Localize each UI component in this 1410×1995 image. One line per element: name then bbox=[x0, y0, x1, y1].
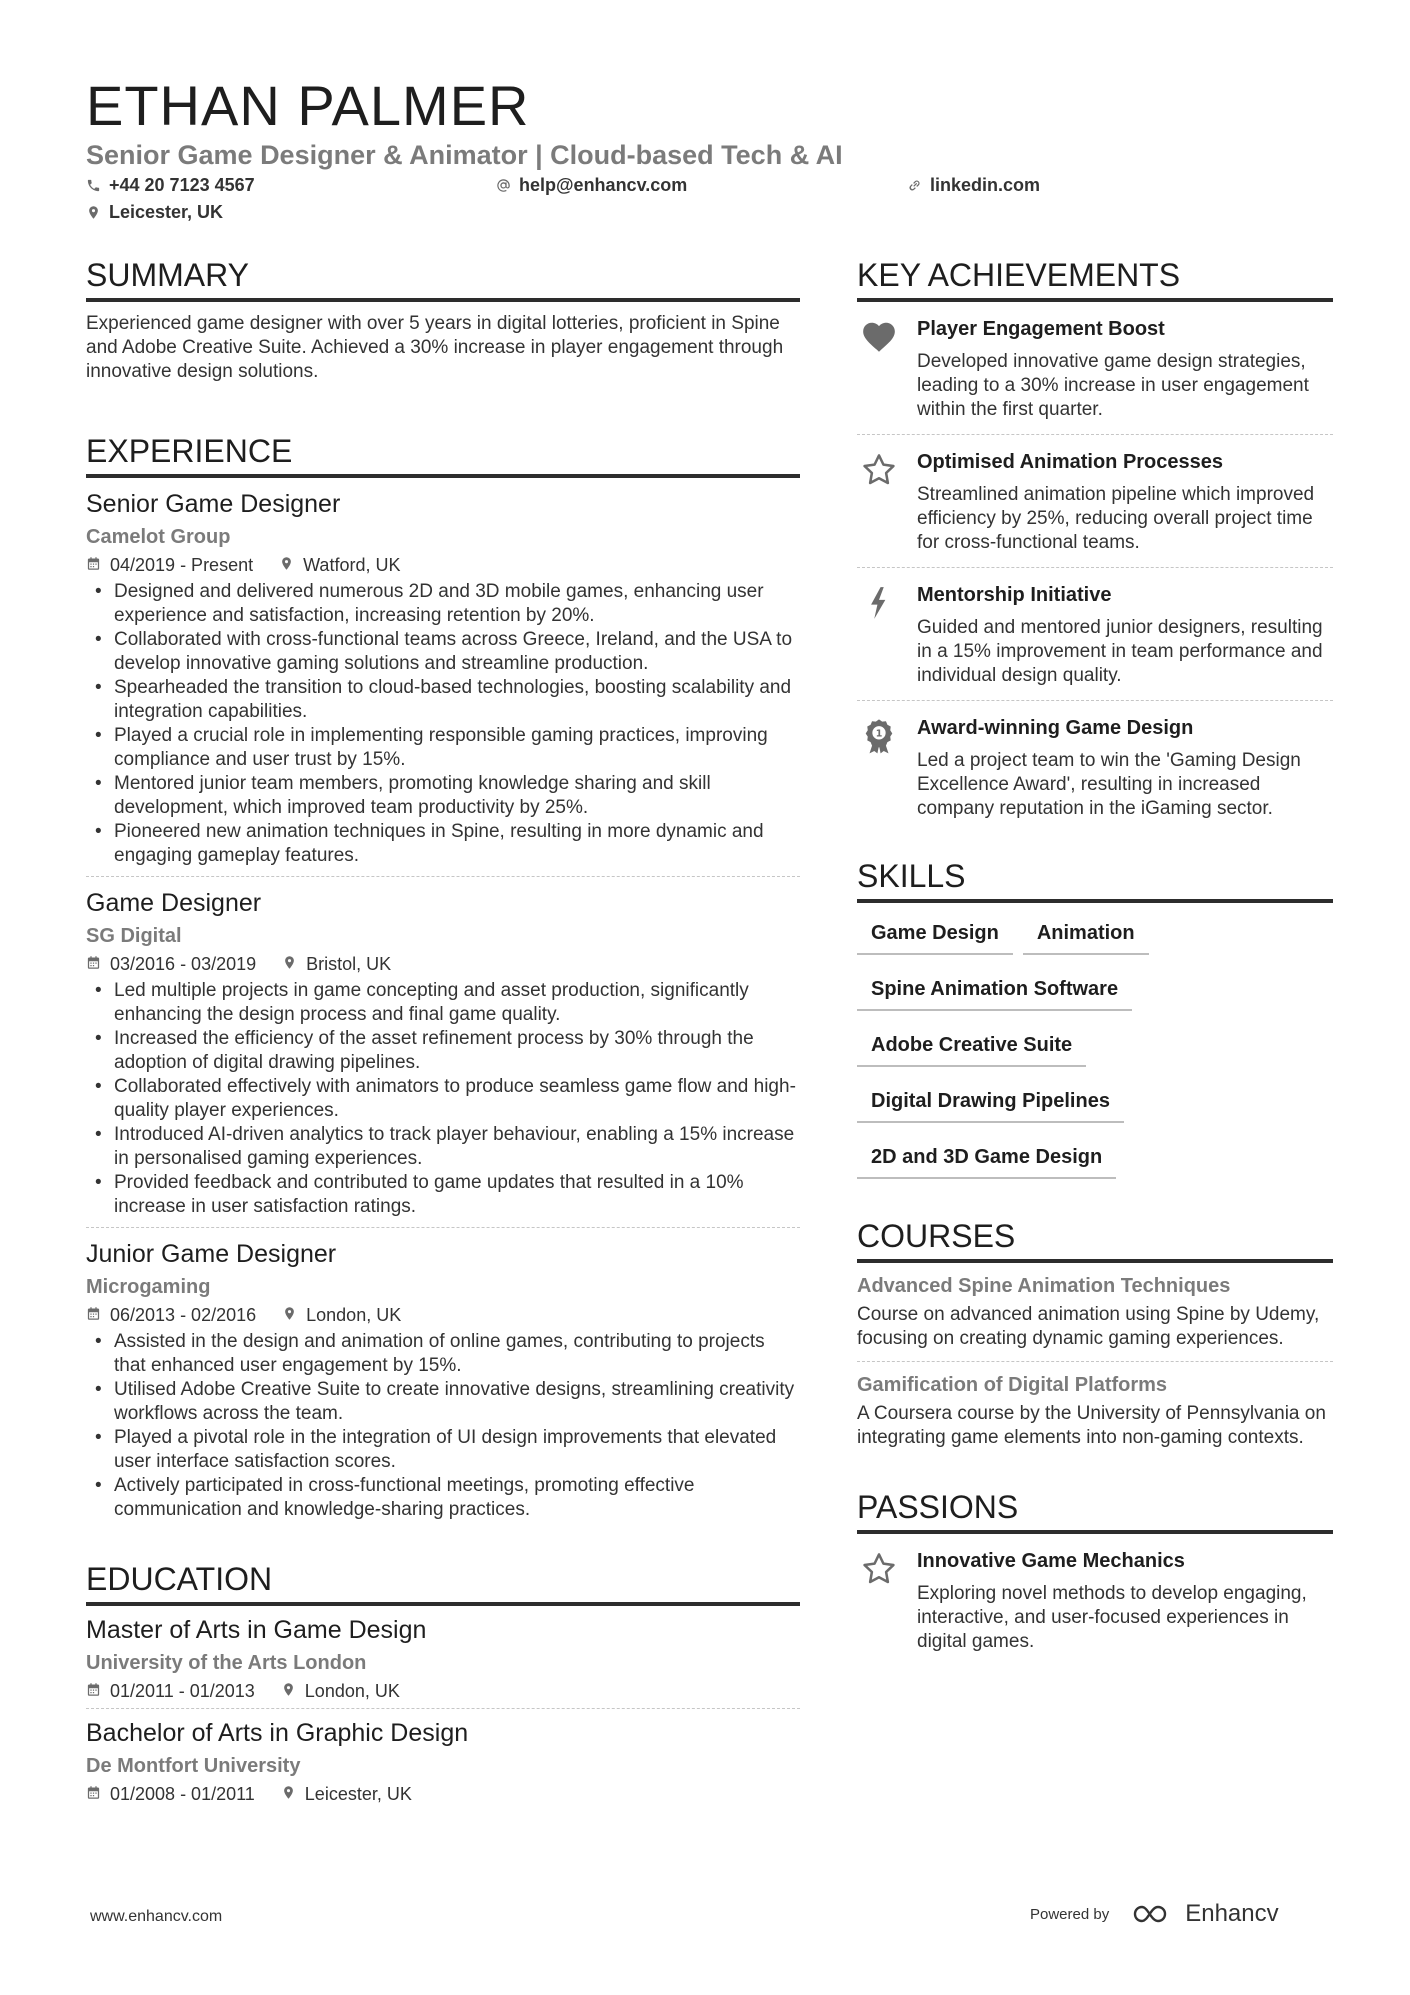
location-text: Leicester, UK bbox=[304, 1784, 412, 1804]
heart-icon bbox=[857, 316, 901, 422]
location-pin-icon bbox=[282, 1304, 297, 1326]
skill-tag: Game Design bbox=[857, 913, 1013, 955]
bullet-item: • Provided feedback and contributed to game updates that resulted in a 10% increase in user satisfaction ratings. bbox=[86, 1171, 800, 1219]
achievement-title: Innovative Game Mechanics bbox=[917, 1550, 1185, 1572]
achievement-title: Mentorship Initiative bbox=[917, 584, 1112, 606]
school-name: University of the Arts London bbox=[86, 1652, 367, 1674]
jobs-list bbox=[86, 478, 800, 1530]
dates-text: 01/2008 - 01/2011 bbox=[110, 1784, 255, 1804]
contact-email[interactable] bbox=[496, 174, 687, 196]
dates-text: 04/2019 - Present bbox=[110, 555, 254, 575]
dates bbox=[86, 1304, 256, 1326]
achievement-desc: Led a project team to win the 'Gaming Design Excellence Award', resulting in increased company reputation in the iGaming sector. bbox=[917, 750, 1301, 819]
dates bbox=[86, 1680, 255, 1702]
company-name: SG Digital bbox=[86, 925, 182, 947]
bullet-item: • Introduced AI-driven analytics to track player behaviour, enabling a 15% increase in personalised gaming experiences. bbox=[86, 1123, 800, 1171]
calendar-icon bbox=[86, 554, 101, 576]
achievements-heading: KEY ACHIEVEMENTS bbox=[857, 256, 1333, 302]
course-item bbox=[857, 1263, 1333, 1361]
job-bullets bbox=[86, 1330, 800, 1522]
achievement-desc: Exploring novel methods to develop engaging, interactive, and user-focused experiences in digital games. bbox=[917, 1583, 1307, 1652]
dates bbox=[86, 953, 256, 975]
passions-heading: PASSIONS bbox=[857, 1488, 1333, 1534]
degree: Bachelor of Arts in Graphic Design bbox=[86, 1719, 469, 1747]
email-text: help@enhancv.com bbox=[519, 175, 688, 195]
summary-section bbox=[86, 256, 800, 384]
summary-heading: SUMMARY bbox=[86, 256, 800, 302]
left-column bbox=[86, 256, 800, 1811]
location-text: London, UK bbox=[306, 1305, 402, 1325]
phone-icon bbox=[86, 178, 101, 193]
education-entry bbox=[86, 1606, 800, 1708]
achievement-desc: Guided and mentored junior designers, resulting in a 15% improvement in team performance and individual design quality. bbox=[917, 617, 1323, 686]
education-entry bbox=[86, 1708, 800, 1811]
location-text: Leicester, UK bbox=[109, 202, 224, 222]
date-location-row bbox=[86, 1304, 800, 1326]
achievement-desc: Streamlined animation pipeline which improved efficiency by 25%, reducing overall project time for cross-functional teams. bbox=[917, 484, 1315, 553]
location-pin-icon bbox=[281, 1783, 296, 1805]
svg-text:1: 1 bbox=[875, 728, 883, 740]
calendar-icon bbox=[86, 1304, 101, 1326]
bullet-item: • Collaborated with cross-functional teams across Greece, Ireland, and the USA to develop innovative gaming solutions and streamline production. bbox=[86, 628, 800, 676]
achievement-title: Player Engagement Boost bbox=[917, 318, 1165, 340]
location-text: Bristol, UK bbox=[306, 954, 392, 974]
summary-text: Experienced game designer with over 5 years in digital lotteries, proficient in Spine and Adobe Creative Suite. Achieved a 30% increase in player engagement through innovative design solutions. bbox=[86, 313, 784, 382]
job-entry bbox=[86, 478, 800, 876]
passions-section bbox=[857, 1488, 1333, 1666]
company-name: Camelot Group bbox=[86, 526, 231, 548]
bullet-item: • Actively participated in cross-functional meetings, promoting effective communication and knowledge-sharing practices. bbox=[86, 1474, 800, 1522]
achievement-title: Optimised Animation Processes bbox=[917, 451, 1224, 473]
job-title: Game Designer bbox=[86, 889, 262, 917]
candidate-name: ETHAN PALMER bbox=[86, 74, 530, 137]
degree: Master of Arts in Game Design bbox=[86, 1616, 427, 1644]
location bbox=[281, 1680, 400, 1702]
achievement-title: Award-winning Game Design bbox=[917, 717, 1194, 739]
bullet-item: • Led multiple projects in game concepting and asset production, significantly enhancing the design process and final game quality. bbox=[86, 979, 800, 1027]
achievement-body bbox=[917, 582, 1333, 688]
achievement-body bbox=[917, 449, 1333, 555]
star-icon bbox=[857, 449, 901, 555]
course-desc: Course on advanced animation using Spine by Udemy, focusing on creating dynamic gaming experiences. bbox=[857, 1304, 1320, 1349]
date-location-row bbox=[86, 1680, 800, 1702]
bullet-item: • Assisted in the design and animation of online games, contributing to projects that enhanced user engagement by 15%. bbox=[86, 1330, 800, 1378]
candidate-title: Senior Game Designer & Animator | Cloud-based Tech & AI bbox=[86, 140, 843, 170]
skill-tag: Digital Drawing Pipelines bbox=[857, 1081, 1124, 1123]
at-icon bbox=[496, 178, 511, 193]
company-name: Microgaming bbox=[86, 1276, 211, 1298]
bullet-item: • Utilised Adobe Creative Suite to create innovative designs, streamlining creativity workflows across the team. bbox=[86, 1378, 800, 1426]
dates-text: 01/2011 - 01/2013 bbox=[110, 1681, 255, 1701]
achievement-desc: Developed innovative game design strategies, leading to a 30% increase in user engagement within the first quarter. bbox=[917, 351, 1309, 420]
passions-list bbox=[857, 1534, 1333, 1666]
achievement-item bbox=[857, 700, 1333, 833]
achievement-body bbox=[917, 1548, 1333, 1654]
date-location-row bbox=[86, 554, 800, 576]
footer-website[interactable]: www.enhancv.com bbox=[90, 1908, 223, 1925]
dates-text: 06/2013 - 02/2016 bbox=[110, 1305, 257, 1325]
dates bbox=[86, 554, 253, 576]
contact-linkedin[interactable] bbox=[907, 174, 1040, 196]
location bbox=[281, 1783, 412, 1805]
achievement-item bbox=[857, 434, 1333, 567]
bullet-item: • Pioneered new animation techniques in Spine, resulting in more dynamic and engaging gameplay features. bbox=[86, 820, 800, 868]
achievement-item bbox=[857, 1534, 1333, 1666]
date-location-row bbox=[86, 953, 800, 975]
bullet-item: • Played a pivotal role in the integration of UI design improvements that elevated user interface satisfaction scores. bbox=[86, 1426, 800, 1474]
education-section bbox=[86, 1560, 800, 1811]
job-bullets bbox=[86, 580, 800, 868]
location-pin-icon bbox=[86, 205, 101, 220]
linkedin-text: linkedin.com bbox=[930, 175, 1041, 195]
bullet-item: • Played a crucial role in implementing responsible gaming practices, improving compliance and user trust by 15%. bbox=[86, 724, 800, 772]
job-entry bbox=[86, 1227, 800, 1530]
enhancv-logo-icon bbox=[1131, 1902, 1177, 1926]
skill-tag: Spine Animation Software bbox=[857, 969, 1132, 1011]
location-pin-icon bbox=[282, 953, 297, 975]
powered-by-text: Powered by bbox=[1030, 1905, 1110, 1923]
location bbox=[279, 554, 400, 576]
right-column bbox=[857, 256, 1333, 1666]
brand-name: Enhancv bbox=[1185, 1900, 1279, 1927]
location-pin-icon bbox=[281, 1680, 296, 1702]
achievement-item bbox=[857, 567, 1333, 700]
school-name: De Montfort University bbox=[86, 1755, 301, 1777]
location bbox=[282, 953, 391, 975]
bullet-item: • Mentored junior team members, promoting knowledge sharing and skill development, which improved team productivity by 25%. bbox=[86, 772, 800, 820]
course-desc: A Coursera course by the University of Pennsylvania on integrating game elements into non-gaming contexts. bbox=[857, 1403, 1326, 1448]
lightning-icon bbox=[857, 582, 901, 688]
contact-location bbox=[86, 201, 223, 223]
course-title: Advanced Spine Animation Techniques bbox=[857, 1275, 1231, 1297]
link-icon bbox=[907, 178, 922, 193]
course-title: Gamification of Digital Platforms bbox=[857, 1374, 1168, 1396]
skills-list bbox=[857, 903, 1333, 1193]
skills-heading: SKILLS bbox=[857, 857, 1333, 903]
courses-section bbox=[857, 1217, 1333, 1460]
location bbox=[282, 1304, 401, 1326]
achievements-section bbox=[857, 256, 1333, 833]
bullet-item: • Spearheaded the transition to cloud-based technologies, boosting scalability and integration capabilities. bbox=[86, 676, 800, 724]
location-text: Watford, UK bbox=[303, 555, 401, 575]
contact-phone bbox=[86, 174, 255, 196]
bullet-item: • Collaborated effectively with animators to produce seamless game flow and high-quality player experiences. bbox=[86, 1075, 800, 1123]
date-location-row bbox=[86, 1783, 800, 1805]
skill-tag: Adobe Creative Suite bbox=[857, 1025, 1086, 1067]
education-list bbox=[86, 1606, 800, 1811]
job-entry bbox=[86, 876, 800, 1227]
bullet-item: • Designed and delivered numerous 2D and 3D mobile games, enhancing user experience and satisfaction, increasing retention by 20%. bbox=[86, 580, 800, 628]
courses-list bbox=[857, 1263, 1333, 1460]
course-item bbox=[857, 1361, 1333, 1460]
footer-branding bbox=[1030, 1900, 1279, 1928]
achievement-body bbox=[917, 316, 1333, 422]
location-text: London, UK bbox=[304, 1681, 400, 1701]
dates-text: 03/2016 - 03/2019 bbox=[110, 954, 257, 974]
experience-heading: EXPERIENCE bbox=[86, 432, 800, 478]
skills-section bbox=[857, 857, 1333, 1193]
achievement-item bbox=[857, 302, 1333, 434]
achievement-body bbox=[917, 715, 1333, 821]
achievements-list bbox=[857, 302, 1333, 833]
calendar-icon bbox=[86, 1783, 101, 1805]
education-heading: EDUCATION bbox=[86, 1560, 800, 1606]
job-title: Junior Game Designer bbox=[86, 1240, 337, 1268]
phone-text: +44 20 7123 4567 bbox=[109, 175, 255, 195]
star-icon bbox=[857, 1548, 901, 1654]
experience-section bbox=[86, 432, 800, 1530]
job-title: Senior Game Designer bbox=[86, 490, 341, 518]
job-bullets bbox=[86, 979, 800, 1219]
award-icon bbox=[857, 715, 901, 821]
dates bbox=[86, 1783, 255, 1805]
skill-tag: Animation bbox=[1023, 913, 1149, 955]
bullet-item: • Increased the efficiency of the asset refinement process by 30% through the adoption of digital drawing pipelines. bbox=[86, 1027, 800, 1075]
courses-heading: COURSES bbox=[857, 1217, 1333, 1263]
location-pin-icon bbox=[279, 554, 294, 576]
skill-tag: 2D and 3D Game Design bbox=[857, 1137, 1116, 1179]
calendar-icon bbox=[86, 1680, 101, 1702]
calendar-icon bbox=[86, 953, 101, 975]
brand-logo[interactable] bbox=[1131, 1900, 1278, 1928]
